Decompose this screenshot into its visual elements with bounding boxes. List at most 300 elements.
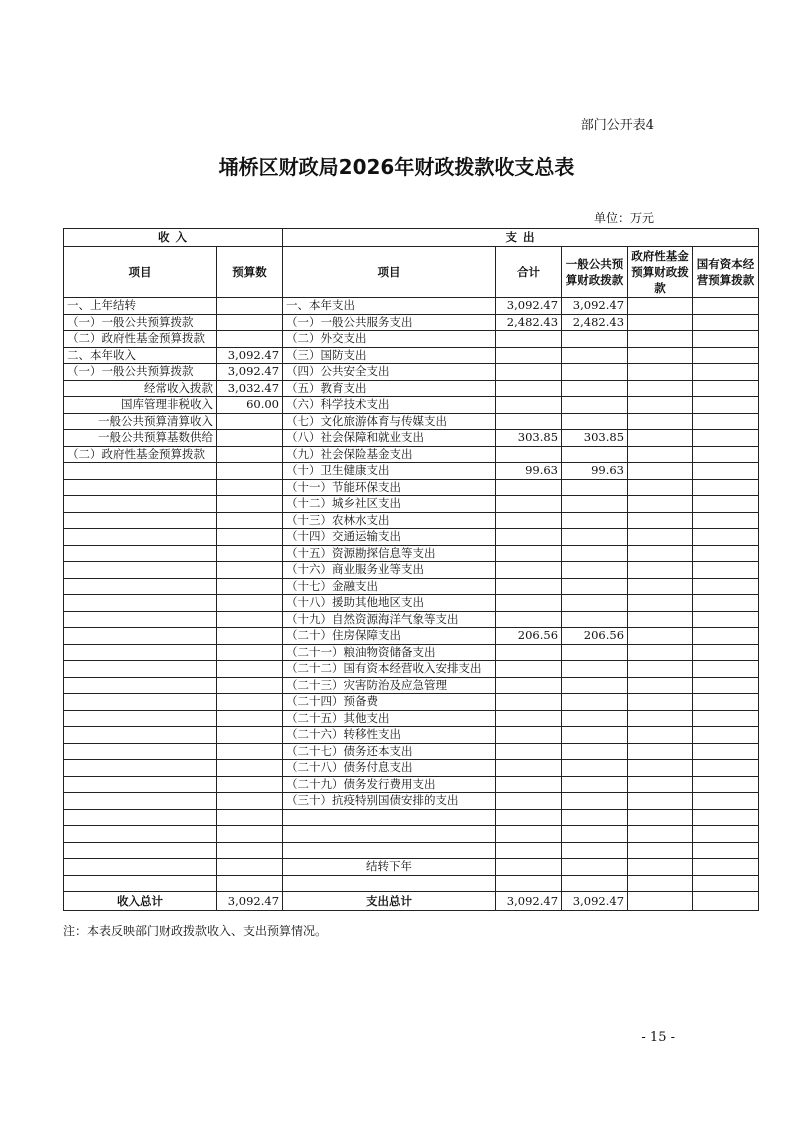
income-amount-cell bbox=[217, 331, 283, 348]
expense-item-cell bbox=[283, 809, 496, 826]
income-amount-cell bbox=[217, 578, 283, 595]
general-budget-cell bbox=[562, 826, 628, 843]
income-item-cell: 一般公共预算基数供给 bbox=[64, 430, 217, 447]
table-row bbox=[64, 545, 759, 562]
fund-budget-cell bbox=[628, 298, 693, 315]
income-item-cell: （一）一般公共预算拨款 bbox=[64, 314, 217, 331]
table-row bbox=[64, 859, 759, 876]
budget-table bbox=[63, 228, 759, 911]
fund-budget-cell bbox=[628, 463, 693, 480]
income-item-cell: 一、上年结转 bbox=[64, 298, 217, 315]
fund-budget-cell bbox=[628, 743, 693, 760]
state-capital-cell bbox=[693, 562, 759, 579]
expense-total-cell bbox=[496, 578, 562, 595]
fund-budget-cell bbox=[628, 842, 693, 859]
income-amount-cell bbox=[217, 595, 283, 612]
fund-budget-cell bbox=[628, 628, 693, 645]
table-row bbox=[64, 743, 759, 760]
income-item-cell: 经常收入拨款 bbox=[64, 380, 217, 397]
general-budget-cell bbox=[562, 529, 628, 546]
expense-total-cell bbox=[496, 677, 562, 694]
fund-budget-cell bbox=[628, 512, 693, 529]
income-amount-cell bbox=[217, 875, 283, 892]
expense-item-cell: （十一）节能环保支出 bbox=[283, 479, 496, 496]
general-budget-cell bbox=[562, 479, 628, 496]
income-amount-cell: 60.00 bbox=[217, 397, 283, 414]
general-budget-cell bbox=[562, 842, 628, 859]
expense-total-cell bbox=[496, 496, 562, 513]
state-capital-cell bbox=[693, 413, 759, 430]
expense-item-cell: （二）外交支出 bbox=[283, 331, 496, 348]
fund-budget-cell bbox=[628, 859, 693, 876]
expense-item-cell: （十七）金融支出 bbox=[283, 578, 496, 595]
expense-item-cell: （十三）农林水支出 bbox=[283, 512, 496, 529]
income-item-cell bbox=[64, 545, 217, 562]
expense-total-cell bbox=[496, 562, 562, 579]
expense-item-cell: （二十八）债务付息支出 bbox=[283, 760, 496, 777]
expense-item-cell bbox=[283, 875, 496, 892]
expense-total-cell bbox=[496, 743, 562, 760]
income-amount-cell bbox=[217, 479, 283, 496]
income-item-cell: （一）一般公共预算拨款 bbox=[64, 364, 217, 381]
fund-budget-cell bbox=[628, 545, 693, 562]
expense-total-cell bbox=[496, 793, 562, 810]
fund-budget-cell bbox=[628, 776, 693, 793]
general-budget-cell bbox=[562, 364, 628, 381]
income-section-header: 收 入 bbox=[64, 229, 283, 247]
expense-item-cell: （三十）抗疫特别国债安排的支出 bbox=[283, 793, 496, 810]
general-budget-cell bbox=[562, 512, 628, 529]
state-capital-cell bbox=[693, 397, 759, 414]
income-total-label: 收入总计 bbox=[64, 892, 217, 911]
general-budget-cell: 99.63 bbox=[562, 463, 628, 480]
table-row bbox=[64, 578, 759, 595]
table-row bbox=[64, 413, 759, 430]
income-amount-cell: 3,092.47 bbox=[217, 364, 283, 381]
income-amount-cell bbox=[217, 826, 283, 843]
fund-budget-cell bbox=[628, 809, 693, 826]
table-row bbox=[64, 595, 759, 612]
expense-item-cell: （二十二）国有资本经营收入安排支出 bbox=[283, 661, 496, 678]
expense-total-cell: 3,092.47 bbox=[496, 298, 562, 315]
state-capital-cell bbox=[693, 529, 759, 546]
state-capital-cell bbox=[693, 727, 759, 744]
income-amount-cell bbox=[217, 694, 283, 711]
totals-row bbox=[64, 892, 759, 911]
expense-total-cell bbox=[496, 694, 562, 711]
page-title: 埇桥区财政局2026年财政拨款收支总表 bbox=[218, 155, 575, 179]
state-capital-cell bbox=[693, 364, 759, 381]
fund-budget-cell bbox=[628, 496, 693, 513]
fund-budget-cell bbox=[628, 430, 693, 447]
income-item-cell bbox=[64, 463, 217, 480]
expense-item-cell: （二十五）其他支出 bbox=[283, 710, 496, 727]
general-budget-cell bbox=[562, 694, 628, 711]
table-row bbox=[64, 875, 759, 892]
expense-total-cell bbox=[496, 331, 562, 348]
income-amount-cell bbox=[217, 760, 283, 777]
state-capital-cell bbox=[693, 644, 759, 661]
general-budget-cell bbox=[562, 793, 628, 810]
table-row bbox=[64, 628, 759, 645]
expense-total-cell bbox=[496, 859, 562, 876]
state-capital-cell bbox=[693, 628, 759, 645]
income-item-cell: （二）政府性基金预算拨款 bbox=[64, 446, 217, 463]
expense-total-cell bbox=[496, 760, 562, 777]
general-budget-cell bbox=[562, 413, 628, 430]
column-header: 一般公共预算财政拨款 bbox=[562, 247, 628, 298]
expense-item-cell: （二十）住房保障支出 bbox=[283, 628, 496, 645]
income-amount-cell bbox=[217, 413, 283, 430]
column-header: 国有资本经营预算拨款 bbox=[693, 247, 759, 298]
fund-budget-cell bbox=[628, 479, 693, 496]
fund-budget-cell bbox=[628, 644, 693, 661]
fund-budget-cell bbox=[628, 611, 693, 628]
column-header: 合计 bbox=[496, 247, 562, 298]
state-capital-cell bbox=[693, 347, 759, 364]
fund-budget-cell bbox=[628, 562, 693, 579]
state-capital-cell bbox=[693, 710, 759, 727]
fund-budget-cell bbox=[628, 364, 693, 381]
income-item-cell bbox=[64, 760, 217, 777]
state-capital-cell bbox=[693, 578, 759, 595]
fund-budget-total bbox=[628, 892, 693, 911]
fund-budget-cell bbox=[628, 314, 693, 331]
table-row bbox=[64, 364, 759, 381]
column-header: 项目 bbox=[283, 247, 496, 298]
expense-item-cell: （二十九）债务发行费用支出 bbox=[283, 776, 496, 793]
state-capital-cell bbox=[693, 446, 759, 463]
income-item-cell bbox=[64, 512, 217, 529]
expense-total-cell bbox=[496, 479, 562, 496]
unit-label: 单位：万元 bbox=[593, 211, 654, 225]
income-item-cell: 一般公共预算清算收入 bbox=[64, 413, 217, 430]
table-row bbox=[64, 380, 759, 397]
fund-budget-cell bbox=[628, 397, 693, 414]
income-item-cell bbox=[64, 727, 217, 744]
document-label: 部门公开表4 bbox=[580, 118, 654, 133]
table-row bbox=[64, 611, 759, 628]
income-amount-cell bbox=[217, 446, 283, 463]
fund-budget-cell bbox=[628, 413, 693, 430]
table-row bbox=[64, 331, 759, 348]
state-capital-cell bbox=[693, 314, 759, 331]
fund-budget-cell bbox=[628, 826, 693, 843]
income-item-cell bbox=[64, 826, 217, 843]
section-header-row bbox=[64, 229, 759, 247]
state-capital-cell bbox=[693, 479, 759, 496]
income-amount-cell bbox=[217, 611, 283, 628]
table-row bbox=[64, 710, 759, 727]
expense-item-cell: （十）卫生健康支出 bbox=[283, 463, 496, 480]
income-item-cell bbox=[64, 875, 217, 892]
table-row bbox=[64, 661, 759, 678]
expense-item-cell: （二十三）灾害防治及应急管理 bbox=[283, 677, 496, 694]
table-row bbox=[64, 298, 759, 315]
expense-item-cell: （十五）资源勘探信息等支出 bbox=[283, 545, 496, 562]
income-amount-cell bbox=[217, 562, 283, 579]
fund-budget-cell bbox=[628, 677, 693, 694]
income-item-cell: （二）政府性基金预算拨款 bbox=[64, 331, 217, 348]
income-item-cell bbox=[64, 842, 217, 859]
income-item-cell bbox=[64, 628, 217, 645]
expense-total-cell bbox=[496, 595, 562, 612]
expense-total-cell bbox=[496, 380, 562, 397]
expense-total-cell: 2,482.43 bbox=[496, 314, 562, 331]
general-budget-cell bbox=[562, 595, 628, 612]
state-capital-cell bbox=[693, 463, 759, 480]
fund-budget-cell bbox=[628, 578, 693, 595]
general-budget-cell bbox=[562, 397, 628, 414]
general-budget-cell bbox=[562, 743, 628, 760]
income-item-cell bbox=[64, 710, 217, 727]
income-amount-cell bbox=[217, 743, 283, 760]
expense-total-cell bbox=[496, 661, 562, 678]
state-capital-cell bbox=[693, 809, 759, 826]
expense-total-cell bbox=[496, 875, 562, 892]
fund-budget-cell bbox=[628, 331, 693, 348]
general-budget-cell bbox=[562, 562, 628, 579]
expense-total-cell: 206.56 bbox=[496, 628, 562, 645]
income-amount-cell bbox=[217, 628, 283, 645]
general-budget-cell: 3,092.47 bbox=[562, 298, 628, 315]
expense-total-cell bbox=[496, 545, 562, 562]
income-amount-cell bbox=[217, 661, 283, 678]
state-capital-cell bbox=[693, 496, 759, 513]
table-row bbox=[64, 760, 759, 777]
income-amount-cell bbox=[217, 859, 283, 876]
table-row bbox=[64, 446, 759, 463]
state-capital-cell bbox=[693, 743, 759, 760]
general-budget-cell bbox=[562, 859, 628, 876]
expense-item-cell: （三）国防支出 bbox=[283, 347, 496, 364]
table-row bbox=[64, 512, 759, 529]
income-amount-cell bbox=[217, 463, 283, 480]
general-budget-cell bbox=[562, 776, 628, 793]
income-item-cell bbox=[64, 776, 217, 793]
income-amount-cell bbox=[217, 430, 283, 447]
table-row bbox=[64, 809, 759, 826]
income-amount-cell: 3,032.47 bbox=[217, 380, 283, 397]
general-budget-cell bbox=[562, 578, 628, 595]
expense-item-cell: （一）一般公共服务支出 bbox=[283, 314, 496, 331]
state-capital-cell bbox=[693, 826, 759, 843]
expense-item-cell: （十二）城乡社区支出 bbox=[283, 496, 496, 513]
expense-item-cell: 一、本年支出 bbox=[283, 298, 496, 315]
state-capital-cell bbox=[693, 776, 759, 793]
state-capital-cell bbox=[693, 430, 759, 447]
income-item-cell: 二、本年收入 bbox=[64, 347, 217, 364]
expense-item-cell: （九）社会保险基金支出 bbox=[283, 446, 496, 463]
general-budget-cell: 206.56 bbox=[562, 628, 628, 645]
general-budget-cell bbox=[562, 611, 628, 628]
expense-total-cell bbox=[496, 809, 562, 826]
state-capital-cell bbox=[693, 512, 759, 529]
expense-item-cell: （二十六）转移性支出 bbox=[283, 727, 496, 744]
expense-item-cell: （七）文化旅游体育与传媒支出 bbox=[283, 413, 496, 430]
income-item-cell bbox=[64, 529, 217, 546]
expense-item-cell: （八）社会保障和就业支出 bbox=[283, 430, 496, 447]
expense-total-cell: 99.63 bbox=[496, 463, 562, 480]
income-item-cell bbox=[64, 661, 217, 678]
general-budget-cell bbox=[562, 809, 628, 826]
expense-total-cell bbox=[496, 842, 562, 859]
state-capital-cell bbox=[693, 661, 759, 678]
expense-total-cell bbox=[496, 364, 562, 381]
income-item-cell bbox=[64, 479, 217, 496]
fund-budget-cell bbox=[628, 760, 693, 777]
state-capital-cell bbox=[693, 611, 759, 628]
table-row bbox=[64, 644, 759, 661]
income-item-cell bbox=[64, 743, 217, 760]
income-amount-cell bbox=[217, 512, 283, 529]
general-budget-cell bbox=[562, 727, 628, 744]
expense-total-cell bbox=[496, 826, 562, 843]
expense-item-cell: （二十一）粮油物资储备支出 bbox=[283, 644, 496, 661]
expense-total-cell bbox=[496, 727, 562, 744]
income-amount-cell: 3,092.47 bbox=[217, 347, 283, 364]
general-budget-cell bbox=[562, 347, 628, 364]
expense-grand-total: 3,092.47 bbox=[496, 892, 562, 911]
income-item-cell bbox=[64, 859, 217, 876]
expense-item-cell bbox=[283, 842, 496, 859]
table-row bbox=[64, 727, 759, 744]
table-row bbox=[64, 463, 759, 480]
general-budget-cell bbox=[562, 710, 628, 727]
expense-total-cell bbox=[496, 347, 562, 364]
income-item-cell bbox=[64, 578, 217, 595]
income-item-cell bbox=[64, 496, 217, 513]
table-row bbox=[64, 793, 759, 810]
income-item-cell bbox=[64, 611, 217, 628]
table-row bbox=[64, 479, 759, 496]
table-row bbox=[64, 430, 759, 447]
expense-total-cell bbox=[496, 413, 562, 430]
expense-total-cell bbox=[496, 710, 562, 727]
table-row bbox=[64, 677, 759, 694]
column-header: 政府性基金预算财政拨款 bbox=[628, 247, 693, 298]
income-item-cell bbox=[64, 694, 217, 711]
expense-section-header: 支 出 bbox=[283, 229, 759, 247]
income-amount-cell bbox=[217, 842, 283, 859]
state-capital-cell bbox=[693, 331, 759, 348]
state-capital-cell bbox=[693, 677, 759, 694]
table-row bbox=[64, 347, 759, 364]
general-budget-cell: 303.85 bbox=[562, 430, 628, 447]
general-budget-cell bbox=[562, 380, 628, 397]
state-capital-cell bbox=[693, 694, 759, 711]
state-capital-total bbox=[693, 892, 759, 911]
expense-total-cell bbox=[496, 611, 562, 628]
expense-total-cell bbox=[496, 397, 562, 414]
income-amount-cell bbox=[217, 314, 283, 331]
income-amount-cell bbox=[217, 776, 283, 793]
general-budget-total: 3,092.47 bbox=[562, 892, 628, 911]
fund-budget-cell bbox=[628, 875, 693, 892]
fund-budget-cell bbox=[628, 710, 693, 727]
state-capital-cell bbox=[693, 545, 759, 562]
state-capital-cell bbox=[693, 793, 759, 810]
expense-item-cell: （十八）援助其他地区支出 bbox=[283, 595, 496, 612]
table-row bbox=[64, 842, 759, 859]
general-budget-cell bbox=[562, 760, 628, 777]
expense-item-cell: （十六）商业服务业等支出 bbox=[283, 562, 496, 579]
general-budget-cell bbox=[562, 677, 628, 694]
income-amount-cell bbox=[217, 793, 283, 810]
fund-budget-cell bbox=[628, 661, 693, 678]
expense-total-cell bbox=[496, 776, 562, 793]
expense-item-cell bbox=[283, 826, 496, 843]
income-amount-cell bbox=[217, 809, 283, 826]
expense-item-cell: （二十七）债务还本支出 bbox=[283, 743, 496, 760]
fund-budget-cell bbox=[628, 727, 693, 744]
state-capital-cell bbox=[693, 595, 759, 612]
fund-budget-cell bbox=[628, 529, 693, 546]
table-row bbox=[64, 529, 759, 546]
general-budget-cell bbox=[562, 545, 628, 562]
income-total-amount: 3,092.47 bbox=[217, 892, 283, 911]
expense-total-cell bbox=[496, 529, 562, 546]
income-amount-cell bbox=[217, 298, 283, 315]
income-amount-cell bbox=[217, 710, 283, 727]
expense-item-cell: （十四）交通运输支出 bbox=[283, 529, 496, 546]
state-capital-cell bbox=[693, 859, 759, 876]
expense-item-cell: 结转下年 bbox=[283, 859, 496, 876]
general-budget-cell bbox=[562, 331, 628, 348]
table-row bbox=[64, 826, 759, 843]
state-capital-cell bbox=[693, 875, 759, 892]
income-amount-cell bbox=[217, 529, 283, 546]
expense-total-cell bbox=[496, 512, 562, 529]
state-capital-cell bbox=[693, 842, 759, 859]
income-amount-cell bbox=[217, 545, 283, 562]
income-item-cell: 国库管理非税收入 bbox=[64, 397, 217, 414]
general-budget-cell bbox=[562, 875, 628, 892]
expense-total-cell: 303.85 bbox=[496, 430, 562, 447]
fund-budget-cell bbox=[628, 380, 693, 397]
income-item-cell bbox=[64, 644, 217, 661]
income-amount-cell bbox=[217, 727, 283, 744]
fund-budget-cell bbox=[628, 793, 693, 810]
table-row bbox=[64, 776, 759, 793]
state-capital-cell bbox=[693, 298, 759, 315]
income-item-cell bbox=[64, 809, 217, 826]
fund-budget-cell bbox=[628, 595, 693, 612]
column-header-row bbox=[64, 247, 759, 298]
fund-budget-cell bbox=[628, 347, 693, 364]
income-amount-cell bbox=[217, 677, 283, 694]
expense-total-label: 支出总计 bbox=[283, 892, 496, 911]
state-capital-cell bbox=[693, 760, 759, 777]
column-header: 预算数 bbox=[217, 247, 283, 298]
expense-item-cell: （六）科学技术支出 bbox=[283, 397, 496, 414]
expense-item-cell: （十九）自然资源海洋气象等支出 bbox=[283, 611, 496, 628]
general-budget-cell bbox=[562, 446, 628, 463]
expense-item-cell: （五）教育支出 bbox=[283, 380, 496, 397]
table-row bbox=[64, 694, 759, 711]
expense-item-cell: （四）公共安全支出 bbox=[283, 364, 496, 381]
expense-total-cell bbox=[496, 644, 562, 661]
income-item-cell bbox=[64, 677, 217, 694]
general-budget-cell bbox=[562, 496, 628, 513]
table-row bbox=[64, 314, 759, 331]
state-capital-cell bbox=[693, 380, 759, 397]
fund-budget-cell bbox=[628, 446, 693, 463]
general-budget-cell bbox=[562, 661, 628, 678]
footnote: 注：本表反映部门财政拨款收入、支出预算情况。 bbox=[63, 924, 328, 938]
table-row bbox=[64, 496, 759, 513]
income-amount-cell bbox=[217, 496, 283, 513]
